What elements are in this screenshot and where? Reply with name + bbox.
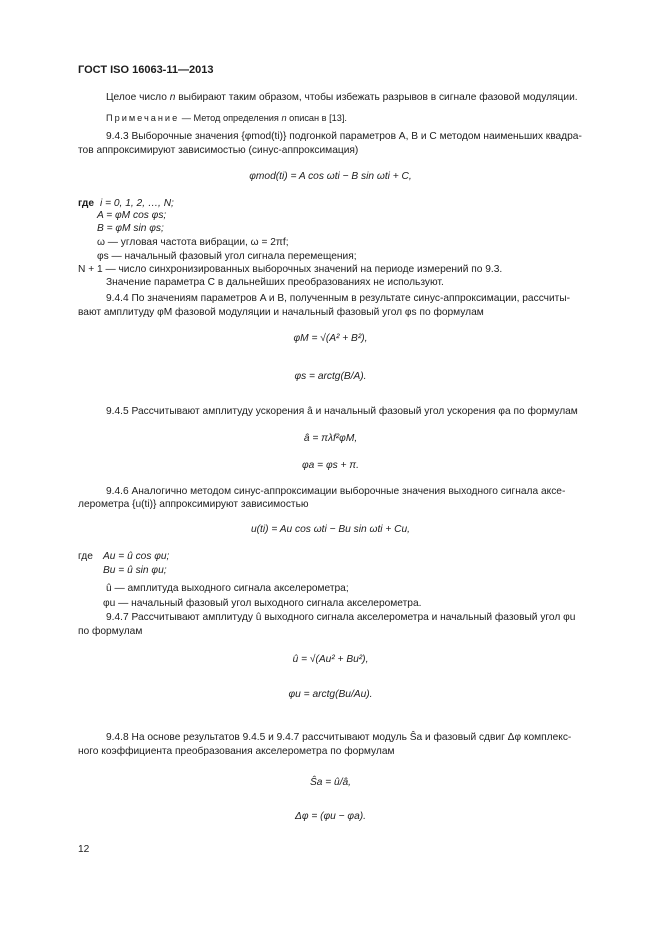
section-9-4-5: 9.4.5 Рассчитывают амплитуду ускорения â и начальный фазовый угол ускорения φa по формулам bbox=[106, 406, 578, 417]
section-9-4-7-line1: 9.4.7 Рассчитывают амплитуду û выходного сигнала акселерометра и начальный фазовый угол φu bbox=[106, 612, 576, 623]
document-header: ГОСТ ISO 16063-11—2013 bbox=[78, 64, 214, 76]
paragraph-n-choice: Целое число n выбирают таким образом, чтобы избежать разрывов в сигнале фазовой модуляции. bbox=[106, 92, 578, 103]
where2-phi-u: φu — начальный фазовый угол выходного сигнала акселерометра. bbox=[103, 598, 422, 609]
where-phi-s: φs — начальный фазовый угол сигнала перемещения; bbox=[97, 251, 357, 262]
section-9-4-6-line1: 9.4.6 Аналогично методом синус-аппроксимации выборочные значения выходного сигнала аксе- bbox=[106, 486, 566, 497]
formula-sine-fit: φmod(ti) = A cos ωti − B sin ωti + C, bbox=[249, 171, 412, 182]
formula-u-fit: u(ti) = Au cos ωti − Bu sin ωti + Cu, bbox=[250, 524, 411, 535]
section-9-4-3-line1: 9.4.3 Выборочные значения {φmod(ti)} подгонкой параметров A, B и C методом наименьших квадра- bbox=[106, 131, 582, 142]
formula-s-a: Ŝa = û/â, bbox=[309, 777, 352, 788]
formula-u-hat: û = √(Au² + Bu²), bbox=[292, 654, 369, 665]
where-b-def: B = φM sin φs; bbox=[97, 223, 164, 234]
where2-u-hat: û — амплитуда выходного сигнала акселерометра; bbox=[106, 583, 349, 594]
section-9-4-4-line1: 9.4.4 По значениям параметров A и B, полученным в результате синус-аппроксимации, рассчиты- bbox=[106, 293, 571, 304]
where2-au: Au = û cos φu; bbox=[103, 551, 170, 562]
section-9-4-8-line1: 9.4.8 На основе результатов 9.4.5 и 9.4.7 рассчитывают модуль Ŝa и фазовый сдвиг Δφ комплекс- bbox=[106, 732, 572, 743]
where-n-plus-1: N + 1 — число синхронизированных выборочных значений на периоде измерений по 9.3. bbox=[78, 264, 503, 275]
section-9-4-6-line2: лерометра {u(ti)} аппроксимируют зависимостью bbox=[78, 499, 309, 510]
where-i-range: i = 0, 1, 2, …, N; bbox=[100, 198, 174, 209]
where2-bu: Bu = û sin φu; bbox=[103, 565, 167, 576]
formula-delta-phi: Δφ = (φu − φa). bbox=[295, 811, 366, 822]
where-label: где bbox=[78, 198, 94, 209]
section-9-4-3-line2: тов аппроксимируют зависимостью (синус-аппроксимация) bbox=[78, 145, 359, 156]
where2-label: где bbox=[78, 551, 93, 562]
formula-phi-s: φs = arctg(B/A). bbox=[294, 371, 367, 382]
formula-phi-u: φu = arctg(Bu/Au). bbox=[288, 689, 373, 700]
page-number: 12 bbox=[78, 844, 90, 855]
section-9-4-8-line2: ного коэффициента преобразования акселерометра по формулам bbox=[78, 746, 395, 757]
formula-phi-a: φa = φs + π. bbox=[302, 460, 359, 471]
section-9-4-7-line2: по формулам bbox=[78, 626, 143, 637]
formula-phi-m: φM = √(A² + B²), bbox=[293, 333, 368, 344]
where-omega: ω — угловая частота вибрации, ω = 2πf; bbox=[97, 237, 289, 248]
section-9-4-4-line2: вают амплитуду φM фазовой модуляции и начальный фазовый угол φs по формулам bbox=[78, 307, 484, 318]
where-c-note: Значение параметра C в дальнейших преобразованиях не используют. bbox=[106, 277, 444, 288]
formula-a-hat: â = πλf²φM, bbox=[303, 433, 358, 444]
note: Примечание — Метод определения n описан в [13]. bbox=[106, 113, 347, 123]
where-a-def: A = φM cos φs; bbox=[97, 210, 167, 221]
